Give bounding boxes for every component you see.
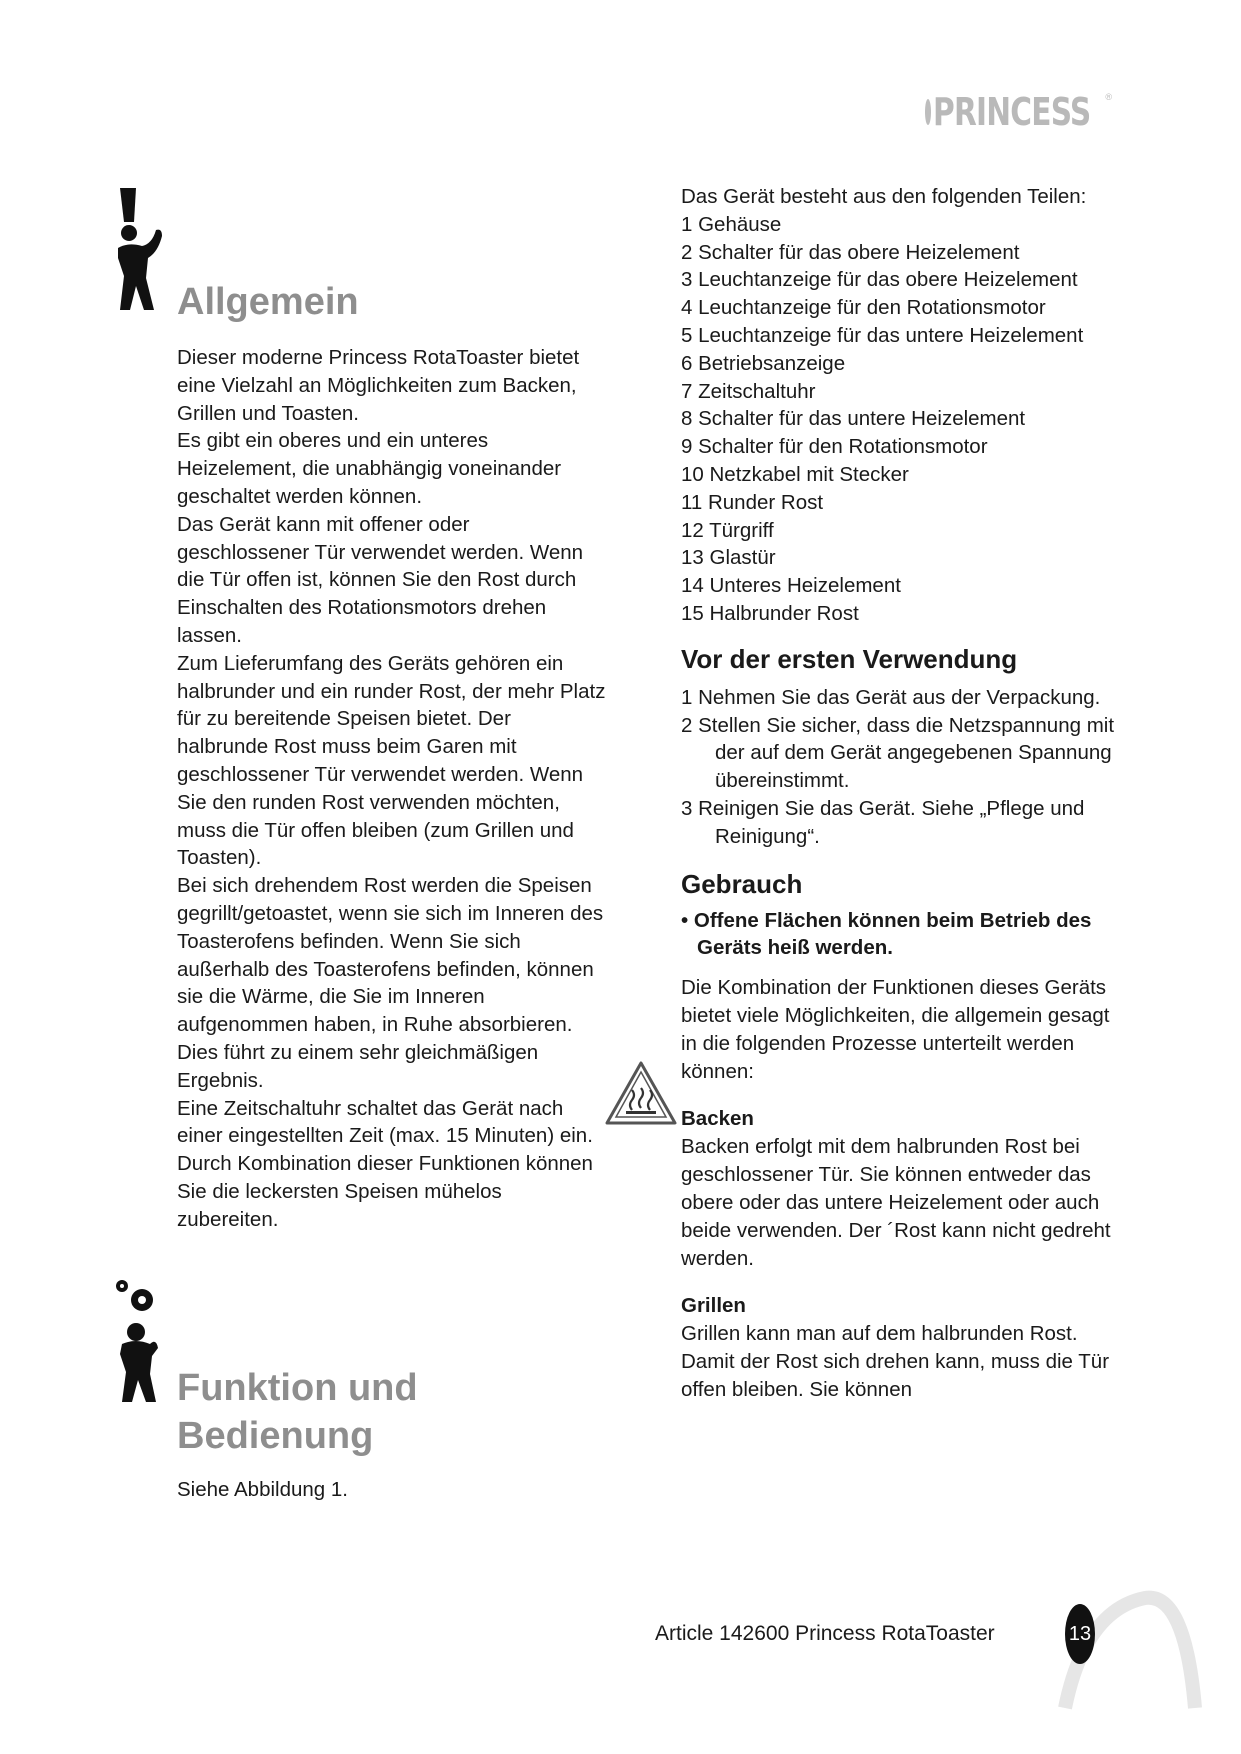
section-title-funktion-line2: Bedienung [177, 1415, 374, 1457]
right-column [681, 183, 1121, 1404]
list-item: 8 Schalter für das untere Heizelement [681, 407, 1026, 431]
list-item: 2 Schalter für das obere Heizelement [681, 240, 1020, 264]
list-item: 5 Leuchtanzeige für das untere Heizelement [681, 323, 1084, 347]
page-number-badge: 13 [1065, 1604, 1095, 1664]
allgemein-paragraph: Es gibt ein oberes und ein unteres Heizelement, die unabhängig voneinander geschaltet werden können. [177, 429, 562, 508]
list-item: 10 Netzkabel mit Stecker [681, 462, 909, 486]
list-item: 1 Nehmen Sie das Gerät aus der Verpackung. [681, 685, 1101, 709]
allgemein-paragraph: Bei sich drehendem Rost werden die Speisen gegrillt/getoastet, wenn sie sich im Inneren des Toasterofens befinden. Wenn Sie sich außerhalb des Toasterofens befinden, können sie die Wärme, die Sie im Inneren aufgenommen haben, in Ruhe absorbieren. Dies führt zu einem sehr gleichmäßigen Ergebnis. [177, 874, 604, 1092]
baking-heading: Backen [681, 1107, 754, 1131]
parts-intro: Das Gerät besteht aus den folgenden Teilen: [681, 185, 1087, 208]
use-text: Die Kombination der Funktionen dieses Geräts bietet viele Möglichkeiten, die allgemein gesagt in die folgenden Prozesse unterteilt werden können: [681, 976, 1110, 1083]
exclamation-figure-icon [112, 186, 172, 316]
left-column [177, 278, 607, 1234]
logo-crown-icon [925, 99, 931, 125]
parts-list [681, 211, 1121, 628]
logo-wordmark: PRINCESS [933, 90, 1091, 134]
funktion-text: Siehe Abbildung 1. [177, 1478, 348, 1501]
list-item: 13 Glastür [681, 546, 776, 570]
function-section [177, 1364, 607, 1504]
list-item: 14 Unteres Heizelement [681, 574, 901, 598]
list-item: 6 Betriebsanzeige [681, 351, 846, 375]
list-item: 3 Reinigen Sie das Gerät. Siehe „Pflege und Reinigung“. [681, 796, 1085, 848]
allgemein-paragraph: Durch Kombination dieser Funktionen können Sie die leckersten Speisen mühelos zubereiten. [177, 1152, 593, 1231]
use-heading: Gebrauch [681, 868, 803, 899]
princess-logo [925, 84, 1120, 140]
grill-heading: Grillen [681, 1294, 746, 1318]
allgemein-paragraph: Zum Lieferumfang des Geräts gehören ein halbrunder und ein runder Rost, der mehr Platz für zu bereitende Speisen bietet. Der halbrunde Rost muss beim Garen mit geschlossener Tür verwendet werden. Wenn Sie den runden Rost verwenden möchten, muss die Tür offen bleiben (zum Grillen und Toasten). [177, 651, 606, 870]
footer-article: Article 142600 Princess RotaToaster [655, 1622, 995, 1645]
list-item: 15 Halbrunder Rost [681, 601, 859, 625]
first-use-heading: Vor der ersten Verwendung [681, 643, 1018, 674]
list-item: 12 Türgriff [681, 518, 774, 542]
list-item: 11 Runder Rost [681, 490, 824, 514]
section-title-allgemein: Allgemein [177, 281, 359, 323]
logo-registered-mark: ® [1105, 92, 1112, 102]
grill-text: Grillen kann man auf dem halbrunden Rost. Damit der Rost sich drehen kann, muss die Tür offen bleiben. Sie können [681, 1322, 1110, 1401]
list-item: 2 Stellen Sie sicher, dass die Netzspannung mit der auf dem Gerät angegebenen Spannung übereinstimmt. [681, 713, 1115, 793]
allgemein-paragraph: Das Gerät kann mit offener oder geschlossener Tür verwendet werden. Wenn die Tür offen ist, können Sie den Rost durch Einschalten des Rotationsmotors drehen lassen. [177, 512, 584, 647]
list-item: 4 Leuchtanzeige für den Rotationsmotor [681, 296, 1046, 320]
allgemein-paragraph: Dieser moderne Princess RotaToaster bietet eine Vielzahl an Möglichkeiten zum Backen, Grillen und Toasten. [177, 346, 580, 425]
list-item: 1 Gehäuse [681, 212, 782, 236]
baking-text: Backen erfolgt mit dem halbrunden Rost bei geschlossener Tür. Sie können entweder das obere oder das untere Heizelement oder auch beide verwenden. Der ´Rost kann nicht gedreht werden. [681, 1135, 1111, 1270]
gear-figure-icon [112, 1278, 172, 1408]
section-title-funktion-line1: Funktion und [177, 1367, 418, 1409]
list-item: 9 Schalter für den Rotationsmotor [681, 435, 988, 459]
hot-surface-warning: • Offene Flächen können beim Betrieb des Geräts heiß werden. [681, 908, 1092, 960]
list-item: 3 Leuchtanzeige für das obere Heizelement [681, 268, 1078, 292]
allgemein-paragraph: Eine Zeitschaltuhr schaltet das Gerät nach einer eingestellten Zeit (max. 15 Minuten) ein. [177, 1096, 593, 1148]
first-use-steps [681, 684, 1121, 851]
hot-surface-warning-icon [604, 1060, 678, 1126]
list-item: 7 Zeitschaltuhr [681, 379, 816, 403]
